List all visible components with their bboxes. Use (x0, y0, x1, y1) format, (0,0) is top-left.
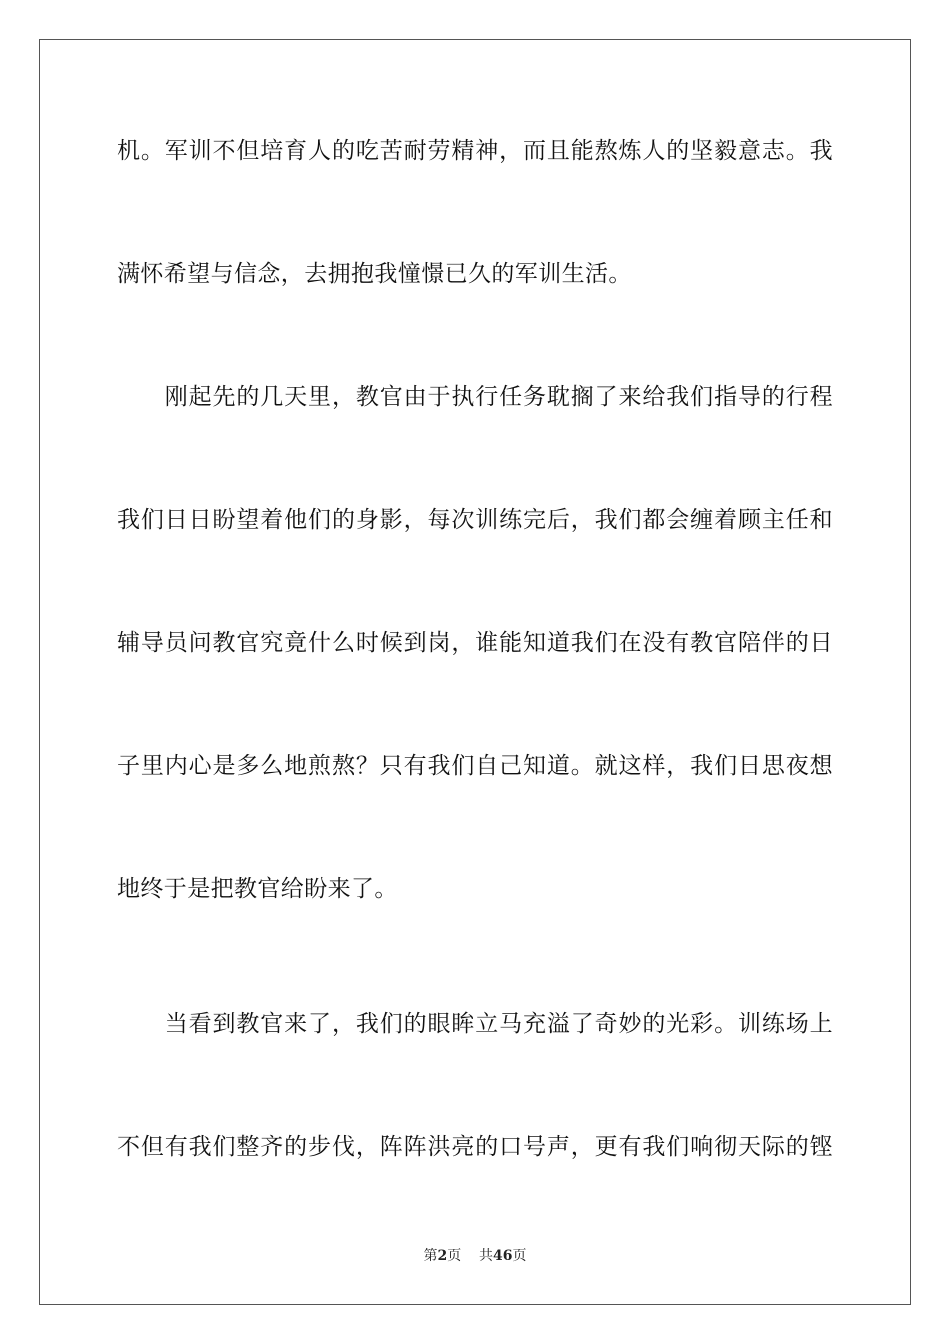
text-line: 地终于是把教官给盼来了。 (117, 876, 398, 902)
text-line: 辅导员问教官究竟什么时候到岗，谁能知道我们在没有教官陪伴的日 (117, 630, 833, 656)
text-line: 子里内心是多么地煎熬？只有我们自己知道。就这样，我们日思夜想 (117, 753, 833, 779)
page-suffix: 页 (447, 1248, 462, 1264)
page-prefix: 第 (423, 1248, 438, 1264)
total-suffix: 页 (512, 1248, 527, 1264)
total-pages-number: 46 (493, 1248, 513, 1264)
current-page-number: 2 (437, 1248, 448, 1264)
page-footer (0, 1247, 950, 1265)
text-line: 当看到教官来了，我们的眼眸立马充溢了奇妙的光彩。训练场上 (117, 1011, 833, 1037)
text-line: 我们日日盼望着他们的身影，每次训练完后，我们都会缠着顾主任和 (117, 507, 833, 533)
text-line: 刚起先的几天里，教官由于执行任务耽搁了来给我们指导的行程 (117, 384, 833, 410)
total-prefix: 共 (479, 1248, 494, 1264)
text-line: 机。军训不但培育人的吃苦耐劳精神，而且能熬炼人的坚毅意志。我 (117, 138, 833, 164)
page-border (39, 39, 911, 1305)
text-line: 满怀希望与信念，去拥抱我憧憬已久的军训生活。 (117, 261, 632, 287)
text-line: 不但有我们整齐的步伐，阵阵洪亮的口号声，更有我们响彻天际的铿 (117, 1134, 833, 1160)
